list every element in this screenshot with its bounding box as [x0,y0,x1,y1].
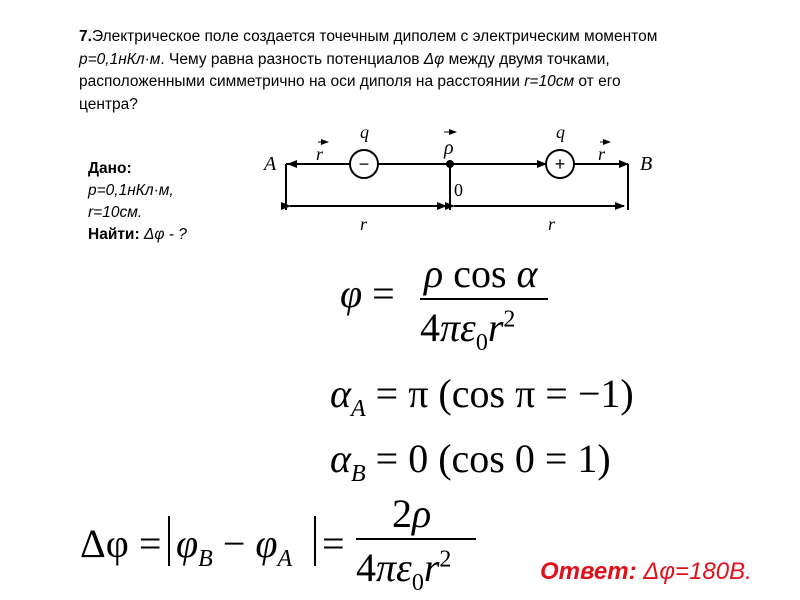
pos-symbol: + [554,154,566,174]
formula-phi-eq: = [372,271,395,316]
answer-value: Δφ=180В. [636,558,752,585]
alpha-a-symbol: α [330,371,351,416]
fraction-bar-delta [356,538,476,540]
alpha-b-rhs: = 0 (cos 0 = 1) [365,436,611,481]
label-dist-right: r [548,214,556,234]
neg-symbol: − [358,154,370,174]
alpha-b-symbol: α [330,436,351,481]
formula-delta-phi-eq2 [322,520,345,567]
label-b: B [640,153,653,175]
delta-num-rho: ρ [412,491,432,536]
problem-text-line3: расположенными симметрично на оси диполя на расстоянии [79,73,520,90]
label-charge-neg: q [360,122,369,142]
problem-text-line1: Электрическое поле создается точечным диполем с электрическим моментом [91,28,658,45]
den-pi: π [440,305,461,350]
den-4: 4 [420,305,440,350]
delta-phi-symbol: Δφ [80,521,129,566]
label-charge-pos: q [556,122,565,142]
den-r-sup: 2 [503,306,516,333]
formula-phi-numerator [424,250,538,297]
label-origin: 0 [454,180,463,200]
find-value: Δφ - ? [139,226,187,243]
problem-statement [79,26,779,116]
alpha-a-sub: A [351,396,366,422]
delta-den-eps-sub: 0 [411,570,424,596]
formula-phi-denominator [420,304,515,357]
answer [540,558,752,586]
abs-bar-right [314,516,316,566]
numerator-rho: ρ [424,251,444,296]
problem-p-value: p=0,1нКл·м [79,50,161,68]
delta-phi-eq2: = [322,521,345,566]
delta-den-r: r [423,545,440,590]
den-eps: ε [460,305,476,350]
delta-minus: − [212,521,256,566]
delta-phi-eq1: = [138,521,162,566]
phi-a-sub: A [277,546,293,572]
answer-label: Ответ: [540,558,637,585]
formula-delta-phi-denominator [356,544,451,597]
label-a: A [264,153,277,175]
formula-delta-phi-abs [176,520,292,573]
phi-b-symbol: φ [176,521,199,566]
numerator-cos: cos [443,251,517,296]
problem-text-line3b: от его [574,73,621,90]
formula-alpha-a [330,370,634,423]
problem-text-line4: центра? [79,95,138,113]
problem-dphi: Δφ [423,50,445,68]
numerator-alpha: α [516,251,538,296]
delta-den-pi: π [376,545,397,590]
abs-bar-left [168,516,170,566]
alpha-b-sub: B [351,461,366,487]
delta-den-r-sup: 2 [439,546,452,573]
dipole-diagram [250,120,670,240]
given-p: p=0,1нКл·м, [88,182,174,199]
delta-num-2: 2 [392,491,412,536]
formula-phi-symbol: φ [340,271,363,316]
alpha-a-rhs: = π (cos π = −1) [365,371,634,416]
phi-a-symbol: φ [255,521,278,566]
delta-den-4: 4 [356,545,376,590]
label-vector-p: ρ [444,137,454,159]
formula-alpha-b [330,435,611,488]
delta-den-eps: ε [396,545,412,590]
phi-b-sub: B [198,546,213,572]
label-dist-left: r [360,214,368,234]
label-vector-r-left: r [316,144,324,164]
problem-number: 7. [79,28,92,45]
formula-phi [340,270,395,317]
find-label: Найти: [88,226,140,243]
given-r: r=10см. [88,204,143,221]
fraction-bar-phi [420,298,548,300]
formula-delta-phi-left [80,520,161,567]
problem-text-line2b: между двумя точками, [444,50,610,68]
den-eps-sub: 0 [475,330,488,356]
given-header: Дано: [88,160,132,177]
label-vector-r-right: r [598,144,606,164]
problem-text-line2: . Чему равна разность потенциалов [160,50,420,68]
formula-delta-phi-numerator [392,490,431,537]
problem-r-value: r=10см [519,73,575,90]
den-r: r [487,305,504,350]
given-block [88,158,187,246]
